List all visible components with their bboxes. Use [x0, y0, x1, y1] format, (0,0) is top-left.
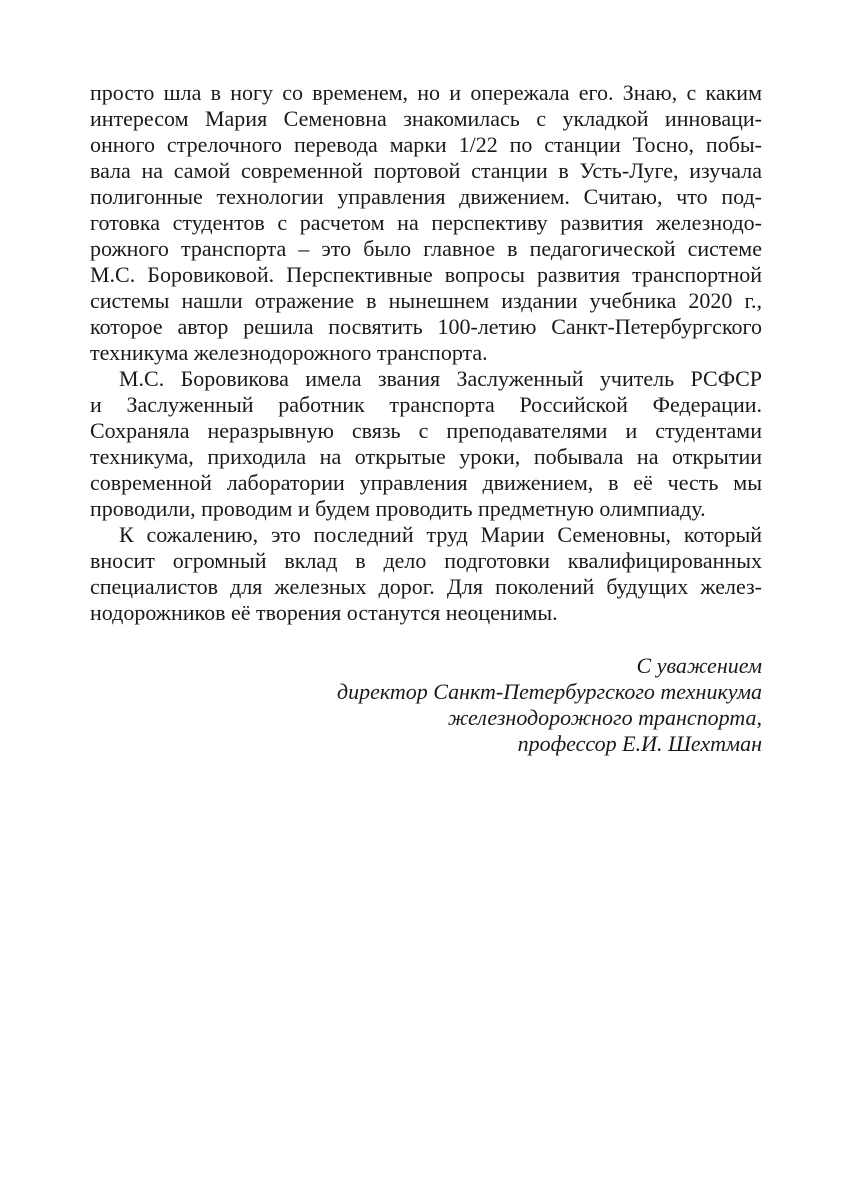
text-line: которое автор решила посвятить 100-летию Санкт-Петербургского [90, 314, 762, 339]
text-line: нодорожников её творения останутся неоценимы. [90, 600, 558, 625]
text-line: проводили, проводим и будем проводить предметную олимпиаду. [90, 496, 706, 521]
text-line: М.С. Боровикова имела звания Заслуженный учитель РСФСР [119, 366, 762, 391]
text-line: вносит огромный вклад в дело подготовки квалифицированных [90, 548, 762, 573]
text-line: интересом Мария Семеновна знакомилась с укладкой инноваци- [90, 106, 762, 131]
text-line: полигонные технологии управления движением. Считаю, что под- [90, 184, 762, 209]
text-line: техникума, приходила на открытые уроки, побывала на открытии [90, 444, 762, 469]
signature-greeting: С уважением [636, 653, 762, 678]
document-page [90, 80, 762, 757]
signature-block [90, 653, 762, 757]
text-line: системы нашли отражение в нынешнем издании учебника 2020 г., [90, 288, 762, 313]
text-line: К сожалению, это последний труд Марии Семеновны, который [119, 522, 762, 547]
text-line: техникума железнодорожного транспорта. [90, 340, 488, 365]
paragraph-3 [90, 522, 762, 626]
text-line: М.С. Боровиковой. Перспективные вопросы развития транспортной [90, 262, 762, 287]
text-line: просто шла в ногу со временем, но и опережала его. Знаю, с каким [90, 80, 762, 105]
text-line: готовка студентов с расчетом на перспективу развития железнодо- [90, 210, 762, 235]
text-line: рожного транспорта – это было главное в педагогической системе [90, 236, 762, 261]
text-line: Сохраняла неразрывную связь с преподавателями и студентами [90, 418, 762, 443]
signature-organization: железнодорожного транспорта, [447, 705, 762, 730]
paragraph-2 [90, 366, 762, 522]
signature-position: директор Санкт-Петербургского техникума [337, 679, 762, 704]
text-line: и Заслуженный работник транспорта Российской Федерации. [90, 392, 762, 417]
text-line: онного стрелочного перевода марки 1/22 по станции Тосно, побы- [90, 132, 762, 157]
text-line: специалистов для железных дорог. Для поколений будущих желез- [90, 574, 762, 599]
signature-name: профессор Е.И. Шехтман [517, 731, 762, 756]
text-line: современной лаборатории управления движением, в её честь мы [90, 470, 762, 495]
text-line: вала на самой современной портовой станции в Усть-Луге, изучала [90, 158, 762, 183]
paragraph-1 [90, 80, 762, 366]
